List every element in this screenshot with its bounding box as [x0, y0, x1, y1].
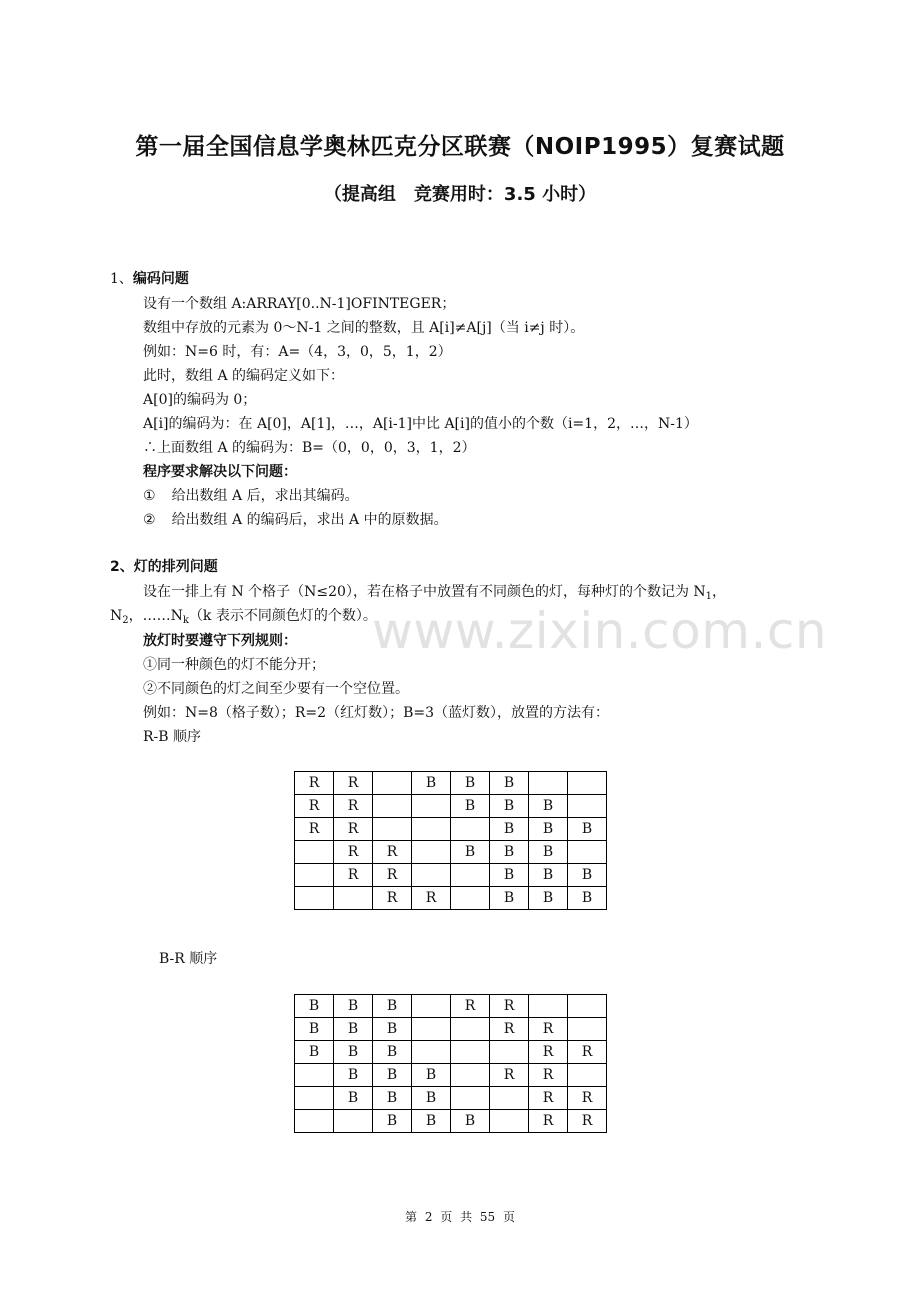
- br-table-cell: [295, 1110, 334, 1133]
- rb-table-cell: R: [334, 864, 373, 887]
- problem1-task-2: [143, 511, 448, 529]
- br-table-cell: R: [568, 1041, 607, 1064]
- br-table-cell: R: [529, 1018, 568, 1041]
- rb-table-cell: B: [568, 864, 607, 887]
- problem1-line-7: ∴上面数组 A 的编码为：B=（0，0，0，3，1，2）: [143, 440, 476, 456]
- br-table-row: [295, 995, 607, 1018]
- br-table-cell: B: [334, 995, 373, 1018]
- rb-table-cell: R: [334, 841, 373, 864]
- rb-table-row: [295, 887, 607, 910]
- rb-table-cell: [451, 864, 490, 887]
- rb-table-cell: R: [334, 772, 373, 795]
- br-table-cell: B: [373, 1018, 412, 1041]
- rb-table-cell: [412, 795, 451, 818]
- page-footer: 第 2 页 共 55 页: [405, 1210, 515, 1224]
- br-table-cell: B: [373, 1087, 412, 1110]
- rb-table-row: [295, 795, 607, 818]
- br-table-cell: B: [334, 1064, 373, 1087]
- br-table-cell: B: [334, 1018, 373, 1041]
- rb-table-cell: B: [490, 818, 529, 841]
- br-table-cell: B: [295, 1041, 334, 1064]
- br-table-cell: [529, 995, 568, 1018]
- rb-table-cell: B: [490, 887, 529, 910]
- problem2-line-1-end: ，: [712, 584, 727, 600]
- br-table-cell: R: [451, 995, 490, 1018]
- problem1-task-1: [143, 487, 359, 505]
- task-1-marker: ①: [143, 488, 156, 504]
- rb-table-cell: [373, 795, 412, 818]
- br-table-row: [295, 1110, 607, 1133]
- br-table-cell: B: [334, 1087, 373, 1110]
- br-table-cell: [451, 1087, 490, 1110]
- problem1-line-4: 此时，数组 A 的编码定义如下：: [143, 368, 345, 384]
- rb-table-cell: B: [451, 841, 490, 864]
- problem1-heading-text: 编码问题: [132, 271, 189, 287]
- br-table-cell: [568, 995, 607, 1018]
- rb-table-cell: R: [295, 818, 334, 841]
- rb-order-table: [294, 771, 607, 910]
- rb-table-cell: B: [568, 887, 607, 910]
- problem1-line-3: 例如：N=6 时，有：A=（4，3，0，5，1，2）: [143, 344, 452, 360]
- br-table-cell: [295, 1087, 334, 1110]
- problem2-line-2-end: （k 表示不同颜色灯的个数）。: [188, 608, 377, 624]
- rb-table-cell: [295, 887, 334, 910]
- problem1-line-6: A[i]的编码为：在 A[0]，A[1]，…，A[i-1]中比 A[i]的值小的个数（i=1，2，…，N-1）: [143, 416, 698, 432]
- rb-table-cell: B: [529, 887, 568, 910]
- br-table-cell: B: [373, 995, 412, 1018]
- problem2-heading: 2、灯的排列问题: [110, 559, 218, 575]
- problem2-line-1-text: 设在一排上有 N 个格子（N≤20），若在格子中放置有不同颜色的灯，每种灯的个数记为 N: [143, 584, 706, 600]
- problem2-line-1: [143, 583, 726, 601]
- rb-table-cell: [373, 818, 412, 841]
- br-table-cell: [451, 1064, 490, 1087]
- br-table-cell: [412, 1041, 451, 1064]
- rb-table-row: [295, 818, 607, 841]
- rb-table-cell: R: [373, 887, 412, 910]
- br-table-cell: [412, 995, 451, 1018]
- br-table-cell: R: [568, 1087, 607, 1110]
- rb-table-cell: B: [529, 864, 568, 887]
- br-table-cell: [451, 1018, 490, 1041]
- br-table-cell: B: [412, 1110, 451, 1133]
- rb-table-cell: B: [412, 772, 451, 795]
- rb-table-row: [295, 841, 607, 864]
- br-table-cell: B: [334, 1041, 373, 1064]
- br-table-cell: [412, 1018, 451, 1041]
- rb-table-cell: R: [373, 864, 412, 887]
- rb-table-cell: [412, 864, 451, 887]
- task-1-text: 给出数组 A 后，求出其编码。: [171, 488, 359, 504]
- rb-table-cell: [373, 772, 412, 795]
- br-table-cell: [490, 1041, 529, 1064]
- rb-table-cell: R: [334, 795, 373, 818]
- rb-table-cell: R: [295, 795, 334, 818]
- problem1-heading: [110, 270, 189, 288]
- rb-table-cell: B: [568, 818, 607, 841]
- rb-table-cell: B: [451, 772, 490, 795]
- rb-table-cell: B: [490, 795, 529, 818]
- rb-table-cell: B: [490, 772, 529, 795]
- br-table-row: [295, 1018, 607, 1041]
- subscript-1: 1: [705, 591, 713, 602]
- ellipsis-n: ，……N: [128, 608, 183, 624]
- br-order-table: [294, 994, 607, 1133]
- rb-table-row: [295, 772, 607, 795]
- br-table-cell: R: [529, 1110, 568, 1133]
- rb-table-cell: [529, 772, 568, 795]
- problem2-rule-1: ①同一种颜色的灯不能分开；: [143, 657, 325, 673]
- problem1-line-5: A[0]的编码为 0；: [143, 392, 257, 408]
- rb-table-cell: [568, 795, 607, 818]
- rb-table-cell: B: [451, 795, 490, 818]
- problem1-heading-number: 1、: [110, 271, 133, 287]
- rb-table-cell: [451, 887, 490, 910]
- problem1-line-1: 设有一个数组 A:ARRAY[0..N-1]OFINTEGER；: [143, 296, 456, 312]
- n-label: N: [110, 608, 123, 624]
- br-table-cell: B: [412, 1087, 451, 1110]
- problem2-line-2: [110, 607, 377, 625]
- rb-table-cell: [334, 887, 373, 910]
- rb-table-cell: [451, 818, 490, 841]
- problem2-rule-2: ②不同颜色的灯之间至少要有一个空位置。: [143, 681, 409, 697]
- rb-table-cell: R: [412, 887, 451, 910]
- subscript-2: 2: [122, 615, 129, 626]
- problem1-line-2: 数组中存放的元素为 0～N-1 之间的整数，且 A[i]≠A[j]（当 i≠j 时）。: [143, 320, 585, 336]
- rb-table-cell: [568, 841, 607, 864]
- br-table-cell: R: [490, 1018, 529, 1041]
- br-table-row: [295, 1041, 607, 1064]
- br-table-cell: R: [529, 1041, 568, 1064]
- rb-table-cell: R: [334, 818, 373, 841]
- rb-table-cell: B: [529, 818, 568, 841]
- br-table-cell: [295, 1064, 334, 1087]
- br-table-cell: [490, 1110, 529, 1133]
- rb-table-cell: [295, 864, 334, 887]
- rb-table-cell: B: [490, 864, 529, 887]
- rb-table-cell: [412, 818, 451, 841]
- br-table-cell: B: [295, 995, 334, 1018]
- br-table-cell: R: [529, 1087, 568, 1110]
- br-table-cell: R: [529, 1064, 568, 1087]
- br-table-cell: B: [373, 1041, 412, 1064]
- problem2-rules-heading: 放灯时要遵守下列规则：: [143, 633, 297, 649]
- page-title: 第一届全国信息学奥林匹克分区联赛（NOIP1995）复赛试题: [135, 134, 785, 160]
- rb-table-cell: [295, 841, 334, 864]
- br-table-cell: [568, 1064, 607, 1087]
- rb-table-cell: [412, 841, 451, 864]
- br-table-cell: [334, 1110, 373, 1133]
- br-table-cell: [568, 1018, 607, 1041]
- br-table-cell: [451, 1041, 490, 1064]
- rb-table-row: [295, 864, 607, 887]
- br-table-row: [295, 1064, 607, 1087]
- br-table-cell: [490, 1087, 529, 1110]
- br-table-cell: B: [373, 1064, 412, 1087]
- task-2-marker: ②: [143, 512, 156, 528]
- br-table-cell: R: [490, 1064, 529, 1087]
- watermark: www.zixin.com.cn: [372, 602, 828, 660]
- rb-table-cell: R: [373, 841, 412, 864]
- problem1-requirements-heading: 程序要求解决以下问题：: [143, 464, 297, 480]
- rb-table-cell: R: [295, 772, 334, 795]
- subscript-k: k: [182, 615, 189, 626]
- br-table-cell: R: [490, 995, 529, 1018]
- rb-table-cell: [568, 772, 607, 795]
- br-table-cell: R: [568, 1110, 607, 1133]
- br-table-cell: B: [412, 1064, 451, 1087]
- problem2-example: 例如：N=8（格子数）；R=2（红灯数）；B=3（蓝灯数），放置的方法有：: [143, 705, 609, 721]
- rb-order-label: R-B 顺序: [143, 729, 202, 745]
- br-table-row: [295, 1087, 607, 1110]
- rb-table-cell: B: [529, 841, 568, 864]
- br-table-cell: B: [451, 1110, 490, 1133]
- task-2-text: 给出数组 A 的编码后，求出 A 中的原数据。: [171, 512, 448, 528]
- br-table-cell: B: [295, 1018, 334, 1041]
- rb-table-cell: B: [490, 841, 529, 864]
- rb-table-cell: B: [529, 795, 568, 818]
- br-table-cell: B: [373, 1110, 412, 1133]
- page-subtitle: （提高组 竞赛用时：3.5 小时）: [323, 184, 597, 205]
- br-order-label: B-R 顺序: [159, 951, 218, 967]
